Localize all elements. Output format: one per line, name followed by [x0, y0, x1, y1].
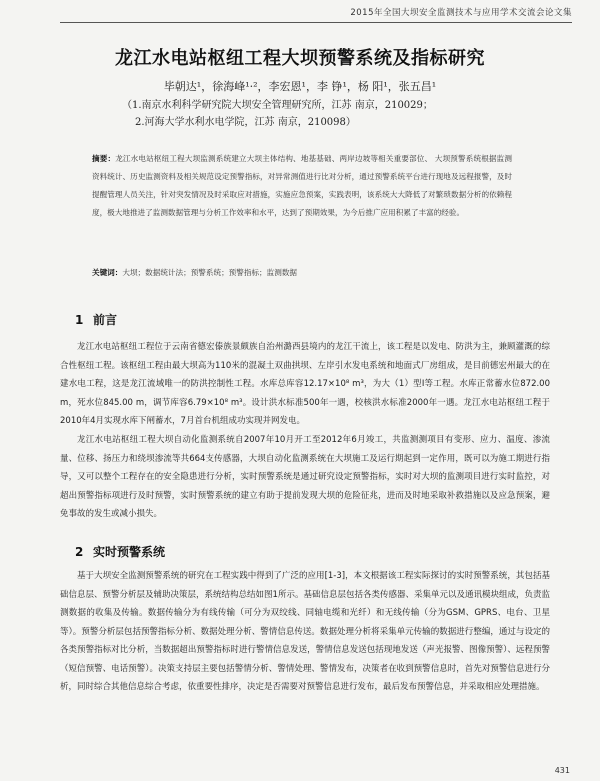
author-list: 毕朝达¹，徐海峰¹·²，李宏恩¹，李 铮¹，杨 阳¹，张五昌¹	[163, 80, 437, 93]
section-number: 1	[75, 313, 84, 327]
section-title: 前言	[93, 313, 118, 327]
section-number: 2	[75, 545, 84, 559]
paragraph: 基于大坝安全监测预警系统的研究在工程实践中得到了广泛的应用[1-3]，本文根据该工程实际探讨的实时预警系统，其包括基础信息层、预警分析层及辅助决策层，系统结构总结如图1所示。基础信息层包括各类传感器、采集单元以及通讯模块组成，负责监测数据的收集及传输。数据传输分为有线传输（可分为双绞线、同轴电缆和光纤）和无线传输（分为GSM、GPRS、电台、卫星等）。预警分析层包括预警指标分析、数据处理分析、警情信息传送。数据处理分析将采集单元传输的数据进行整编，通过与设定的各类预警指标对比分析，当数据超出预警指标时进行警情信息发送，警情信息发送包括现地发送（声光报警、图像预警）、远程预警（短信预警、电话预警）。决策支持层主要包括警情分析、警情处理、警情发布，决策者在收到预警信息时，首先对预警信息进行分析，同时综合其他信息综合考虑，依重要性排序，决定是否需要对预警信息进行发布，最后发布预警信息，并采取相应处理措施。	[60, 571, 550, 692]
affiliation-1: （1.南京水利科学研究院大坝安全管理研究所，江苏 南京，210029；	[122, 100, 433, 111]
affiliation-2: 2.河海大学水利水电学院，江苏 南京，210098）	[135, 117, 356, 128]
paragraph: 龙江水电站枢纽工程大坝自动化监测系统自2007年10月开工至2012年6月竣工，共监测测项目有变形、应力、温度、渗流量、位移、扬压力和绕坝渗流等共664支传感器，大坝自动化监测系统在大坝施工及运行期起到一定作用，既可以为施工期进行指导，又可以整个工程存在的安全隐患进行分析，实时预警系统是通过研究设定预警指标，实时对大坝的监测项目进行实时监控，对超出预警指标项进行及时预警，实时预警系统的建立有助于提前发现大坝的危险征兆，进而及时地采取补救措施以及应急预案，避免事故的发生或减小损失。	[60, 435, 550, 519]
keywords	[92, 267, 512, 278]
running-header: 2015年全国大坝安全监测技术与应用学术交流会论文集	[350, 8, 572, 18]
abstract-label: 摘要：	[92, 154, 116, 163]
abstract	[92, 150, 512, 222]
header-rule	[60, 22, 572, 23]
section-title: 实时预警系统	[93, 545, 166, 559]
section-heading-warning-system	[75, 543, 165, 560]
paper-title: 龙江水电站枢纽工程大坝预警系统及指标研究	[115, 48, 485, 69]
keywords-text: 大坝；数据统计法；预警系统；预警指标；监测数据	[122, 268, 298, 277]
paragraph: 龙江水电站枢纽工程位于云南省德宏傣族景颇族自治州潞西县境内的龙江干流上，该工程是以发电、防洪为主，兼顾灌溉的综合性枢纽工程。该枢纽工程由最大坝高为110米的混凝土双曲拱坝、左岸引水发电系统和地面式厂房组成，是目前德宏州最大的在建水电工程，这是龙江流域唯一的防洪控制性工程。水库总库容12.17×10⁸ m³，为大（1）型Ⅰ等工程。水库正常蓄水位872.00 m，死水位845.00 m，调节库容6.79×10⁸ m³。设计洪水标准500年一遇，校核洪水标准2000年一遇。龙江水电站枢纽工程于2010年4月实现水库下闸蓄水，7月首台机组成功实现并网发电。	[60, 342, 550, 426]
section-heading-introduction	[75, 311, 117, 328]
page-number: 431	[554, 766, 570, 775]
abstract-text: 龙江水电站枢纽工程大坝监测系统建立大坝主体结构、地基基础、两岸边坡等相关重要部位、 大坝预警系统根据监测资料统计、历史监测资料及相关规范设定预警指标，对异常测值进行比对分析，通过预警系统平台进行现地及远程报警，及时提醒管理人员关注，针对突发情况及时采取应对措施，实施应急预案，实践表明，该系统大大降低了对繁琐数据分析的依赖程度，极大地推进了监测数据管理与分析工作效率和水平，达到了预期效果，为今后推广应用积累了丰富的经验。	[92, 154, 512, 217]
keywords-label: 关键词：	[92, 268, 123, 277]
